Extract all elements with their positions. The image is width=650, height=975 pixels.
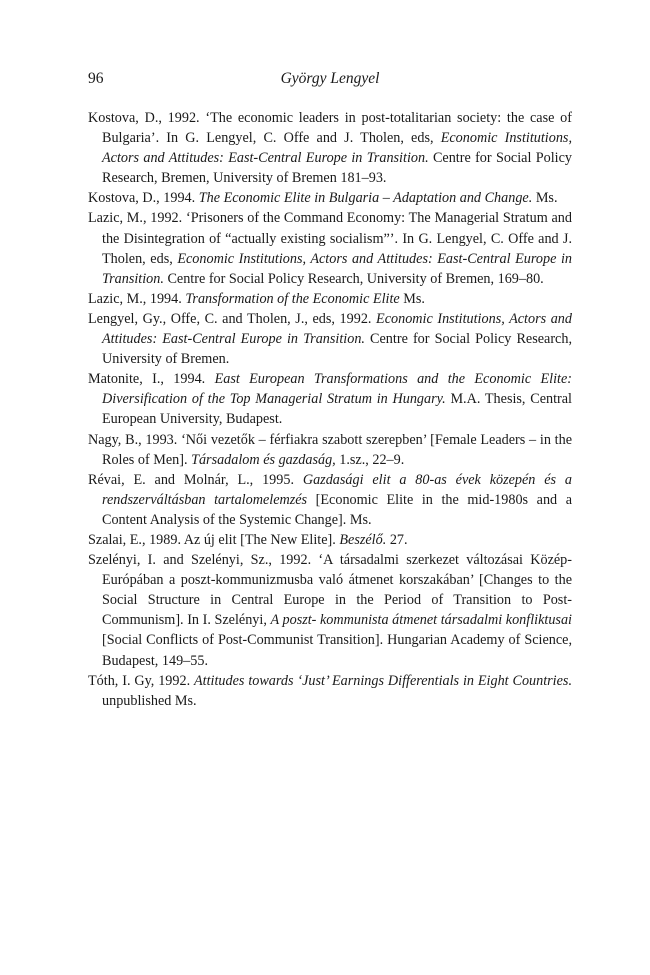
reference-entry: Szelényi, I. and Szelényi, Sz., 1992. ‘A társadalmi szerkezet változásai Közép-Európában a poszt-kommunizmusba való átmenet korszakában’ [Changes to the Social Structure in Central Europe in the Period of Transition to Post-Communism]. In I. Szelényi, A poszt- kommunista átmenet társadalmi konfliktusai [Social Conflicts of Post-Communist Transition]. Hungarian Academy of Science, Budapest, 149–55.: [88, 552, 572, 669]
reference-entry: Kostova, D., 1994. The Economic Elite in Bulgaria – Adaptation and Change. Ms.: [88, 190, 558, 207]
book-page: [88, 70, 572, 711]
page-number: 96: [88, 70, 104, 87]
running-head: [88, 70, 572, 94]
reference-entry: Szalai, E., 1989. Az új elit [The New Elite]. Beszélő. 27.: [88, 531, 408, 548]
reference-entry: Kostova, D., 1992. ‘The economic leaders in post-totalitarian society: the case of Bulgaria’. In G. Lengyel, C. Offe and J. Tholen, eds, Economic Institutions, Actors and Attitudes: East-Central Europe in Transition. Centre for Social Policy Research, Bremen, University of Bremen 181–93.: [88, 110, 572, 187]
running-title: György Lengyel: [280, 70, 380, 87]
reference-entry: Matonite, I., 1994. East European Transformations and the Economic Elite: Diversification of the Top Managerial Stratum in Hungary. M.A. Thesis, Central European University, Budapest.: [88, 371, 572, 428]
reference-entry: Lazic, M., 1994. Transformation of the Economic Elite Ms.: [88, 290, 425, 307]
reference-entry: Nagy, B., 1993. ‘Női vezetők – férfiakra szabott szerepben’ [Female Leaders – in the Roles of Men]. Társadalom és gazdaság, 1.sz., 22–9.: [88, 431, 572, 468]
reference-entry: Lazic, M., 1992. ‘Prisoners of the Command Economy: The Managerial Stratum and the Disintegration of “actually existing socialism”’. In G. Lengyel, C. Offe and J. Tholen, eds, Economic Institutions, Actors and Attitudes: East-Central Europe in Transition. Centre for Social Policy Research, University of Bremen, 169–80.: [88, 210, 572, 287]
reference-entry: Tóth, I. Gy, 1992. Attitudes towards ‘Just’ Earnings Differentials in Eight Countries. unpublished Ms.: [88, 672, 572, 709]
reference-entry: Révai, E. and Molnár, L., 1995. Gazdasági elit a 80-as évek közepén és a rendszerváltásban tartalomelemzés [Economic Elite in the mid-1980s and a Content Analysis of the Systemic Change]. Ms.: [88, 471, 573, 528]
reference-entry: Lengyel, Gy., Offe, C. and Tholen, J., eds, 1992. Economic Institutions, Actors and Attitudes: East-Central Europe in Transition. Centre for Social Policy Research, University of Bremen.: [88, 310, 572, 368]
reference-list: [88, 108, 572, 711]
